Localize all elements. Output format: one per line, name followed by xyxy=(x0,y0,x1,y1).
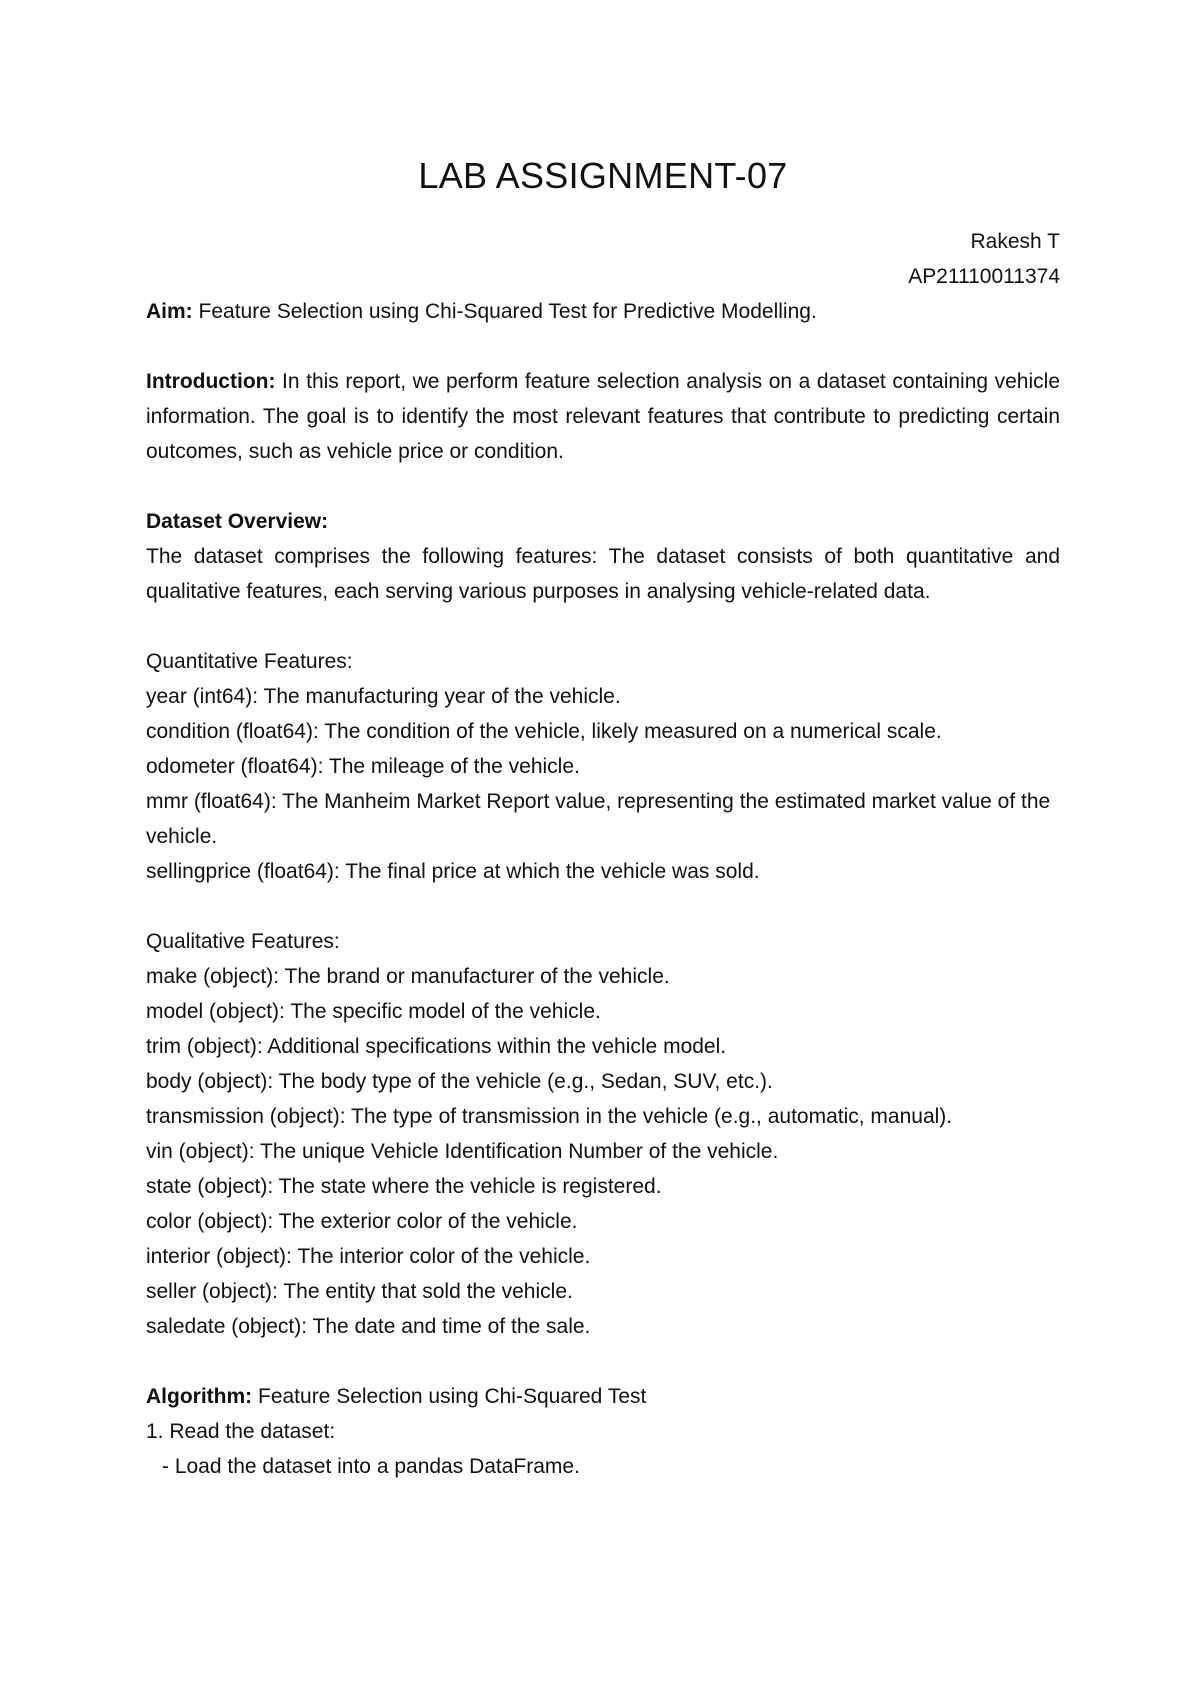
introduction-label: Introduction: xyxy=(146,370,276,393)
introduction-paragraph xyxy=(146,364,1060,469)
qualitative-heading: Qualitative Features: xyxy=(146,930,340,953)
dataset-text: The dataset comprises the following features: The dataset consists of both quantitative and qualitative features, each serving various purposes in analysing vehicle-related data. xyxy=(146,545,1060,603)
algorithm-step-1: 1. Read the dataset: xyxy=(146,1420,336,1443)
qualitative-item: trim (object): Additional specifications within the vehicle model. xyxy=(146,1035,727,1058)
qualitative-item: state (object): The state where the vehicle is registered. xyxy=(146,1175,662,1198)
algorithm-label: Algorithm: xyxy=(146,1385,253,1408)
qualitative-item: model (object): The specific model of the vehicle. xyxy=(146,1000,601,1023)
qualitative-item: seller (object): The entity that sold the vehicle. xyxy=(146,1280,573,1303)
introduction-text: In this report, we perform feature selection analysis on a dataset containing vehicle information. The goal is to identify the most relevant features that contribute to predicting certain outcomes, such as vehicle price or condition. xyxy=(146,370,1060,463)
quantitative-item: year (int64): The manufacturing year of the vehicle. xyxy=(146,685,621,708)
qualitative-item: body (object): The body type of the vehicle (e.g., Sedan, SUV, etc.). xyxy=(146,1070,773,1093)
aim-label: Aim: xyxy=(146,300,193,323)
document-title: LAB ASSIGNMENT-07 xyxy=(418,155,788,196)
aim-paragraph xyxy=(146,294,1060,329)
quantitative-item: mmr (float64): The Manheim Market Report value, representing the estimated market value of the vehicle. xyxy=(146,790,1051,848)
algorithm-text: Feature Selection using Chi-Squared Test xyxy=(252,1385,647,1408)
dataset-heading xyxy=(146,504,1060,539)
qualitative-item: saledate (object): The date and time of the sale. xyxy=(146,1315,591,1338)
document-body xyxy=(146,150,1060,1484)
aim-text: Feature Selection using Chi-Squared Test for Predictive Modelling. xyxy=(192,300,817,323)
quantitative-item: sellingprice (float64): The final price at which the vehicle was sold. xyxy=(146,860,760,883)
qualitative-item: vin (object): The unique Vehicle Identification Number of the vehicle. xyxy=(146,1140,779,1163)
qualitative-item: transmission (object): The type of transmission in the vehicle (e.g., automatic, manual). xyxy=(146,1105,953,1128)
author-id: AP21110011374 xyxy=(908,265,1060,288)
dataset-heading-label: Dataset Overview: xyxy=(146,510,329,533)
algorithm-step-1-detail: - Load the dataset into a pandas DataFrame. xyxy=(162,1455,580,1478)
qualitative-item: make (object): The brand or manufacturer of the vehicle. xyxy=(146,965,670,988)
qualitative-item: interior (object): The interior color of the vehicle. xyxy=(146,1245,591,1268)
quantitative-heading: Quantitative Features: xyxy=(146,650,353,673)
quantitative-item: condition (float64): The condition of the vehicle, likely measured on a numerical scale. xyxy=(146,720,942,743)
qualitative-item: color (object): The exterior color of the vehicle. xyxy=(146,1210,578,1233)
algorithm-paragraph xyxy=(146,1379,1060,1414)
quantitative-item: odometer (float64): The mileage of the vehicle. xyxy=(146,755,580,778)
author-name: Rakesh T xyxy=(970,230,1060,253)
